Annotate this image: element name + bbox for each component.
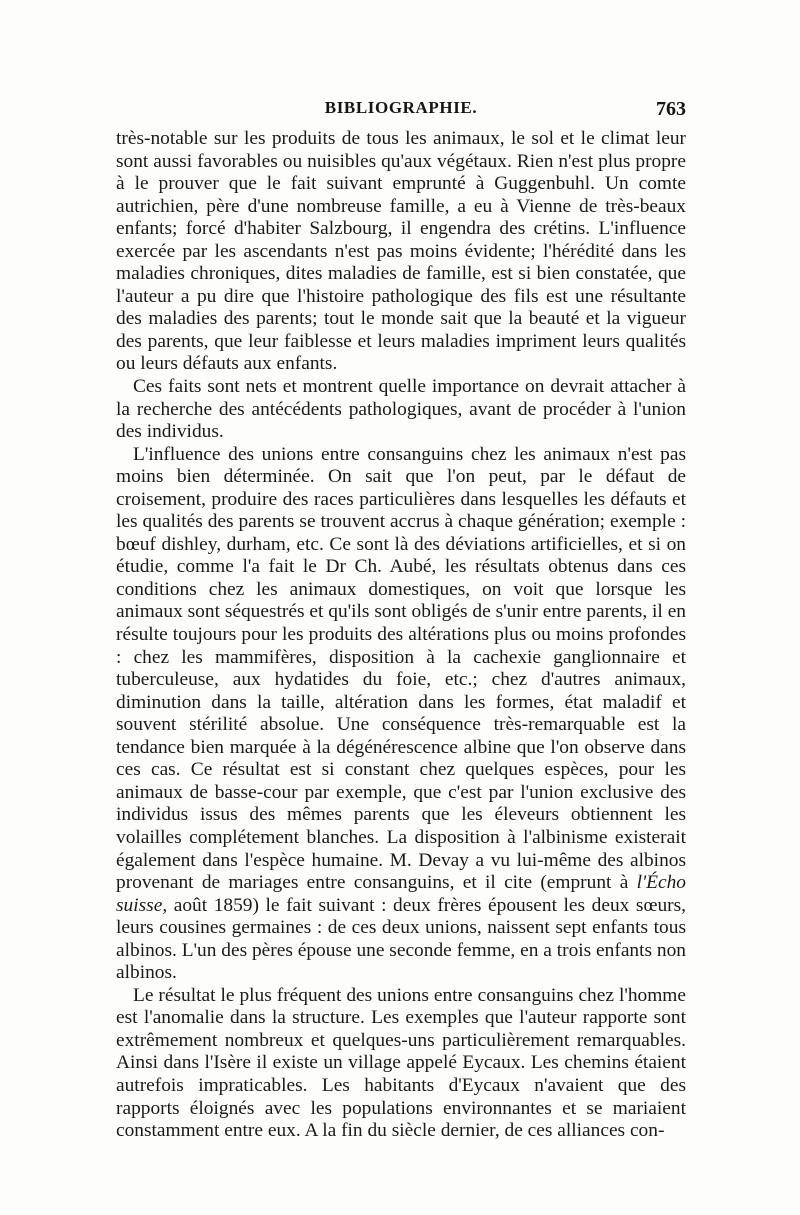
paragraph-2: Ces faits sont nets et montrent quelle importance on devrait attacher à la recherche des antécédents pathologiques, avant de procéder à l'union des individus. [116,376,686,443]
paragraph-4: Le résultat le plus fréquent des unions entre consanguins chez l'homme est l'anomalie dans la structure. Les exemples que l'auteur rapporte sont extrêmement nombreux et quelques-uns particulièrement remarquables. Ainsi dans l'Isère il existe un village appelé Eycaux. Les chemins étaient autrefois impraticables. Les habitants d'Eycaux n'avaient que des rapports éloignés avec les populations environnantes et se mariaient constamment entre eux. A la fin du siècle dernier, de ces alliances con- [116,984,686,1142]
running-head [116,98,686,128]
source-citation: l'Écho suisse, [116,872,686,916]
paragraph-3 [116,444,686,985]
paragraph-1: très-notable sur les produits de tous les animaux, le sol et le climat leur sont aussi favorables ou nuisibles qu'aux végétaux. Rien n'est plus propre à le prouver que le fait suivant emprunté à Guggenbuhl. Un comte autrichien, père d'une nombreuse famille, a eu à Vienne de très-beaux enfants; forcé d'habiter Salzbourg, il engendra des crétins. L'influence exercée par les ascendants n'est pas moins évidente; l'hérédité dans les maladies chroniques, dites maladies de famille, est si bien constatée, que l'auteur a pu dire que l'histoire pathologique des fils est une résultante des maladies des parents; tout le monde sait que la beauté et la vigueur des parents, que leur faiblesse et leurs maladies impriment leurs qualités ou leurs défauts aux enfants. [116,128,686,375]
running-title: BIBLIOGRAPHIE. [324,98,478,117]
page-number: 763 [656,98,686,120]
body-text [116,128,686,1143]
paragraph-3-text-b: août 1859) le fait suivant : deux frères épousent les deux sœurs, leurs cousines germaines : de ces deux unions, naissent sept enfants tous albinos. L'un des pères épouse une seconde femme, en a trois enfants non albinos. [116,894,686,984]
paragraph-3-text-a: L'influence des unions entre consanguins chez les animaux n'est pas moins bien déterminée. On sait que l'on peut, par le défaut de croisement, produire des races particulières dans lesquelles les défauts et les qualités des parents se trouvent accrus à chaque génération; exemple : bœuf dishley, durham, etc. Ce sont là des déviations artificielles, et si on étudie, comme l'a fait le Dr Ch. Aubé, les résultats obtenus dans ces conditions chez les animaux domestiques, on voit que lorsque les animaux sont séquestrés et qu'ils sont obligés de s'unir entre parents, il en résulte toujours pour les produits des altérations plus ou moins profondes : chez les mammifères, disposition à la cachexie ganglionnaire et tuberculeuse, aux hydatides du foie, etc.; chez d'autres animaux, diminution dans la taille, altération dans les formes, état maladif et souvent stérilité absolue. Une conséquence très-remarquable est la tendance bien marquée à la dégénérescence albine que l'on observe dans ces cas. Ce résultat est si constant chez quelques espèces, pour les animaux de basse-cour par exemple, que c'est par l'union exclusive des individus issus des mêmes parents que les éleveurs obtiennent les volailles complétement blanches. La disposition à l'albinisme existerait également dans l'espèce humaine. M. Devay a vu lui-même des albinos provenant de mariages entre consanguins, et il cite (emprunt à [116,443,686,894]
